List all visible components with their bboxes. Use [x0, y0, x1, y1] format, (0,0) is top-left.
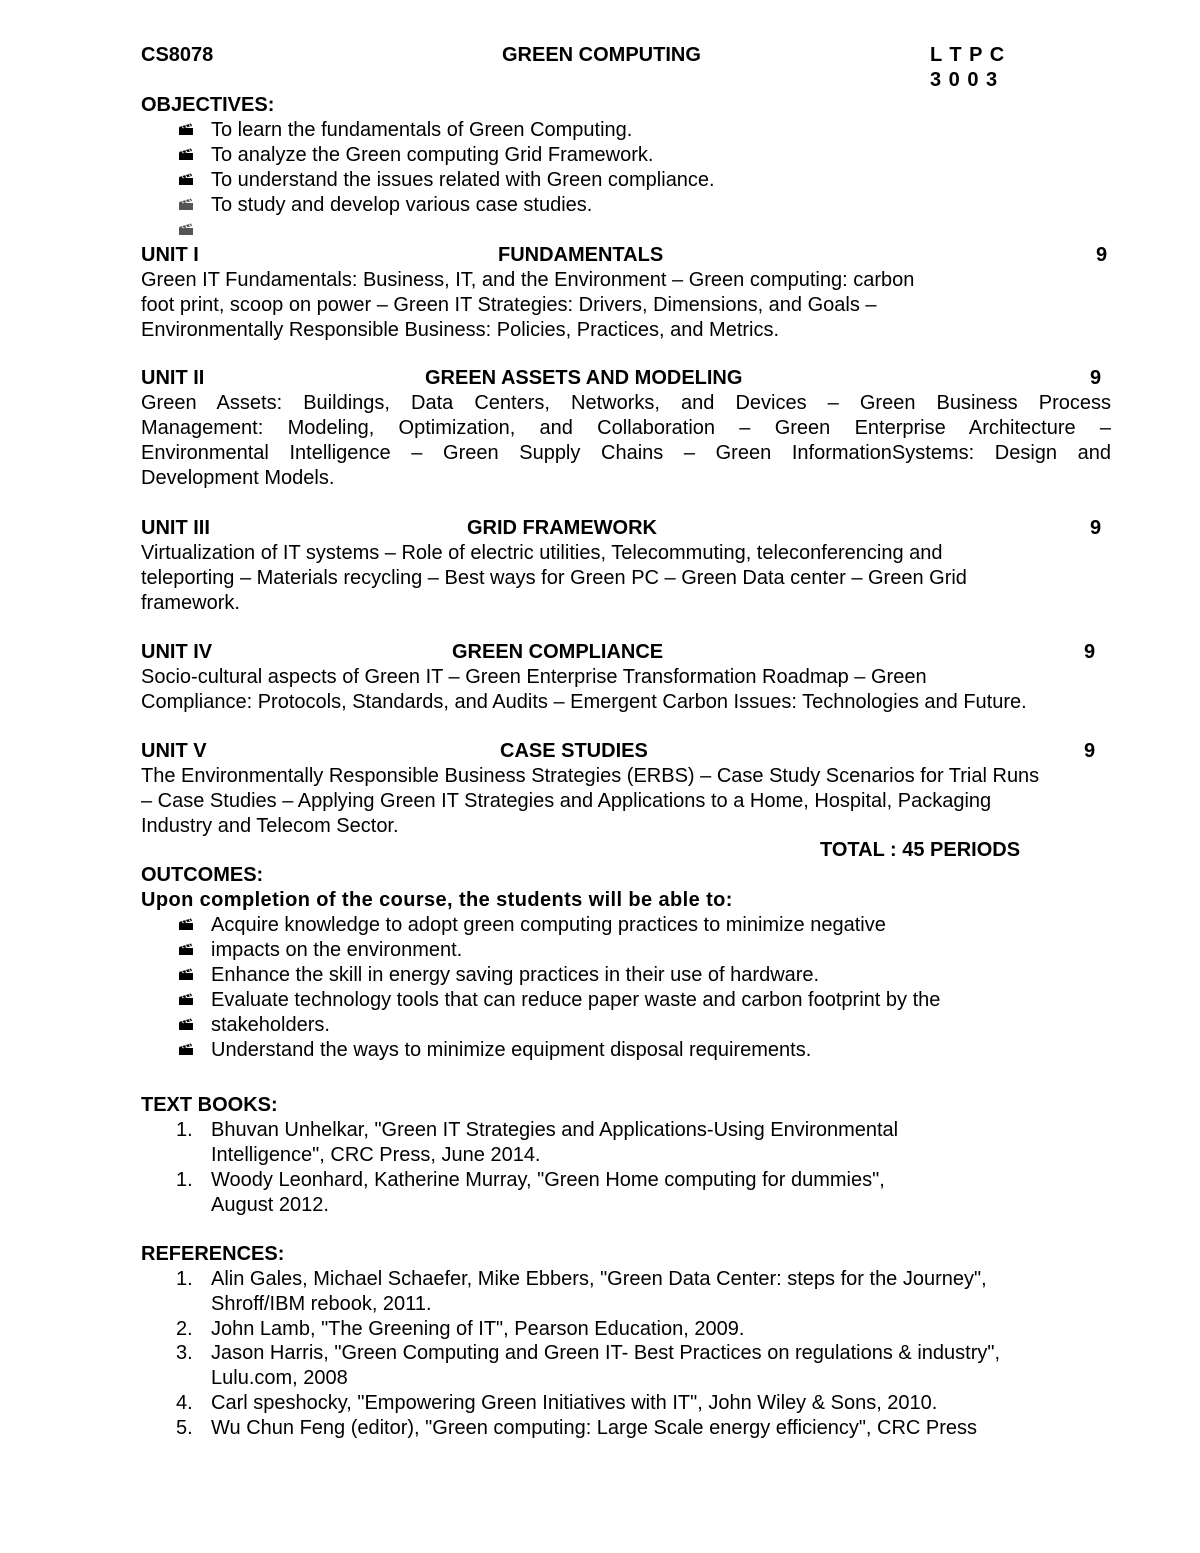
list-number: 4. — [176, 1392, 193, 1414]
unit-hours: 9 — [1084, 641, 1096, 663]
clapperboard-icon — [178, 993, 198, 1009]
unit-description-line: teleporting – Materials recycling – Best ways for Green PC – Green Data center – Green Grid — [141, 567, 967, 589]
bullet-item: impacts on the environment. — [211, 939, 463, 961]
list-item: Shroff/IBM rebook, 2011. — [211, 1293, 432, 1315]
unit-description-line: foot print, scoop on power – Green IT Strategies: Drivers, Dimensions, and Goals – — [141, 294, 877, 316]
references-heading: REFERENCES: — [141, 1243, 285, 1265]
unit-hours: 9 — [1096, 244, 1108, 266]
outcomes-intro: Upon completion of the course, the students will be able to: — [141, 889, 733, 911]
clapperboard-icon — [178, 198, 198, 214]
list-number: 2. — [176, 1318, 193, 1340]
bullet-item: To study and develop various case studies. — [211, 194, 593, 216]
list-number: 1. — [176, 1268, 193, 1290]
unit-title: GRID FRAMEWORK — [467, 517, 657, 539]
unit-label: UNIT I — [141, 244, 199, 266]
course-title: GREEN COMPUTING — [502, 44, 701, 66]
unit-description-line: Industry and Telecom Sector. — [141, 815, 399, 837]
unit-description-line: Socio-cultural aspects of Green IT – Green Enterprise Transformation Roadmap – Green — [141, 666, 927, 688]
ltpc-label: L T P C — [930, 44, 1006, 66]
unit-title: GREEN COMPLIANCE — [452, 641, 664, 663]
list-number: 3. — [176, 1342, 193, 1364]
list-item: Lulu.com, 2008 — [211, 1367, 348, 1389]
list-item: John Lamb, "The Greening of IT", Pearson Education, 2009. — [211, 1318, 745, 1340]
clapperboard-icon — [178, 173, 198, 189]
clapperboard-icon — [178, 123, 198, 139]
unit-title: FUNDAMENTALS — [498, 244, 664, 266]
unit-hours: 9 — [1090, 517, 1102, 539]
bullet-item: To learn the fundamentals of Green Computing. — [211, 119, 633, 141]
bullet-item: Enhance the skill in energy saving practices in their use of hardware. — [211, 964, 820, 986]
list-item: Bhuvan Unhelkar, "Green IT Strategies and Applications-Using Environmental — [211, 1119, 899, 1141]
unit-description-line: Environmentally Responsible Business: Policies, Practices, and Metrics. — [141, 319, 780, 341]
course-code: CS8078 — [141, 44, 214, 66]
bullet-item: To understand the issues related with Green compliance. — [211, 169, 715, 191]
clapperboard-icon — [178, 1018, 198, 1034]
unit-description-line: Development Models. — [141, 467, 335, 489]
unit-description-line: Green Assets: Buildings, Data Centers, Networks, and Devices – Green Business Process — [141, 392, 1111, 414]
unit-label: UNIT IV — [141, 641, 213, 663]
bullet-item: Understand the ways to minimize equipment disposal requirements. — [211, 1039, 812, 1061]
objectives-heading: OBJECTIVES: — [141, 94, 275, 116]
ltpc-values: 3 0 0 3 — [930, 69, 999, 91]
list-item: August 2012. — [211, 1194, 329, 1216]
list-number: 1. — [176, 1169, 193, 1191]
clapperboard-icon — [178, 223, 198, 239]
list-item: Carl speshocky, "Empowering Green Initiatives with IT", John Wiley & Sons, 2010. — [211, 1392, 938, 1414]
unit-label: UNIT II — [141, 367, 205, 389]
unit-description-line: The Environmentally Responsible Business Strategies (ERBS) – Case Study Scenarios for Trial Runs — [141, 765, 1040, 787]
list-item: Intelligence", CRC Press, June 2014. — [211, 1144, 541, 1166]
bullet-item: stakeholders. — [211, 1014, 330, 1036]
list-number: 5. — [176, 1417, 193, 1439]
unit-description-line: Compliance: Protocols, Standards, and Audits – Emergent Carbon Issues: Technologies and Future. — [141, 691, 1027, 713]
unit-description-line: framework. — [141, 592, 240, 614]
clapperboard-icon — [178, 918, 198, 934]
outcomes-heading: OUTCOMES: — [141, 864, 264, 886]
list-number: 1. — [176, 1119, 193, 1141]
unit-description-line: Green IT Fundamentals: Business, IT, and the Environment – Green computing: carbon — [141, 269, 915, 291]
clapperboard-icon — [178, 1043, 198, 1059]
clapperboard-icon — [178, 943, 198, 959]
total-periods: TOTAL : 45 PERIODS — [820, 839, 1021, 861]
unit-hours: 9 — [1090, 367, 1102, 389]
unit-label: UNIT III — [141, 517, 210, 539]
unit-description-line: Management: Modeling, Optimization, and Collaboration – Green Enterprise Architecture – — [141, 417, 1111, 439]
list-item: Jason Harris, "Green Computing and Green IT- Best Practices on regulations & industry", — [211, 1342, 1001, 1364]
unit-description-line: Environmental Intelligence – Green Supply Chains – Green InformationSystems: Design and — [141, 442, 1111, 464]
list-item: Alin Gales, Michael Schaefer, Mike Ebbers, "Green Data Center: steps for the Journey", — [211, 1268, 987, 1290]
bullet-item: Evaluate technology tools that can reduce paper waste and carbon footprint by the — [211, 989, 941, 1011]
clapperboard-icon — [178, 968, 198, 984]
bullet-item: To analyze the Green computing Grid Framework. — [211, 144, 654, 166]
unit-description-line: – Case Studies – Applying Green IT Strategies and Applications to a Home, Hospital, Packaging — [141, 790, 992, 812]
unit-description-line: Virtualization of IT systems – Role of electric utilities, Telecommuting, teleconferencing and — [141, 542, 943, 564]
unit-label: UNIT V — [141, 740, 207, 762]
unit-hours: 9 — [1084, 740, 1096, 762]
clapperboard-icon — [178, 148, 198, 164]
list-item: Wu Chun Feng (editor), "Green computing: Large Scale energy efficiency", CRC Press — [211, 1417, 978, 1439]
unit-title: GREEN ASSETS AND MODELING — [425, 367, 743, 389]
unit-title: CASE STUDIES — [500, 740, 648, 762]
bullet-item: Acquire knowledge to adopt green computing practices to minimize negative — [211, 914, 886, 936]
list-item: Woody Leonhard, Katherine Murray, "Green Home computing for dummies", — [211, 1169, 885, 1191]
textbooks-heading: TEXT BOOKS: — [141, 1094, 278, 1116]
